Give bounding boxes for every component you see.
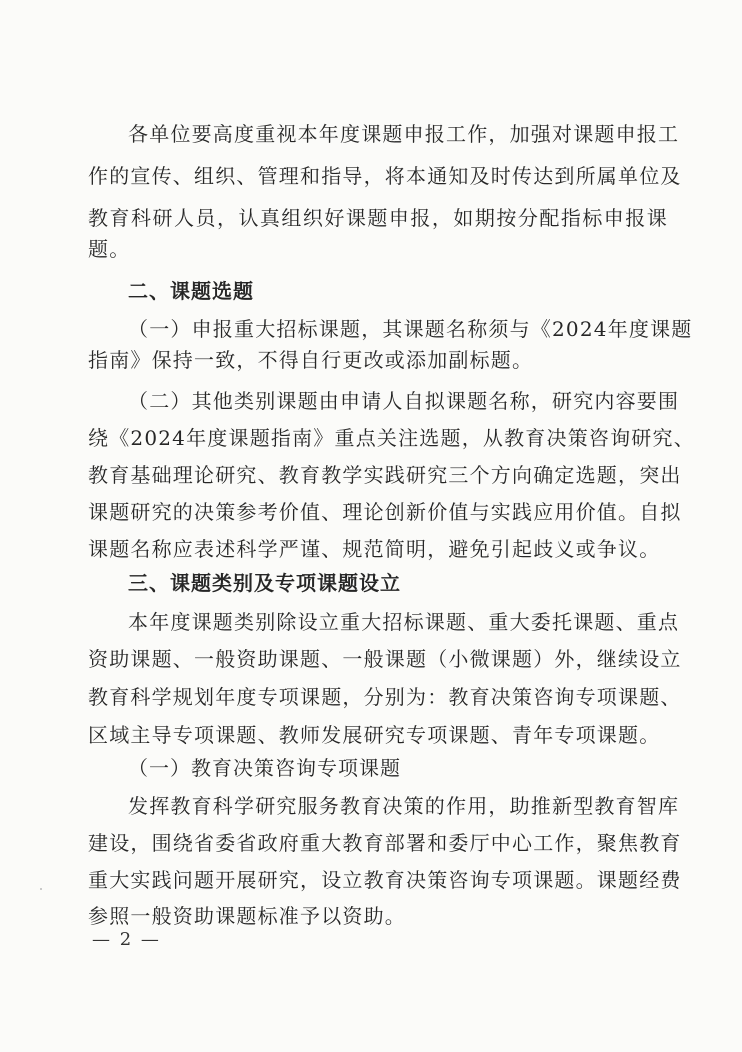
paragraph-line: 参照一般资助课题标准予以资助。: [88, 904, 406, 928]
page-number: — 2 —: [92, 929, 161, 950]
paragraph-line: 课题研究的决策参考价值、理论创新价值与实践应用价值。自拟: [88, 500, 682, 524]
paragraph-line: 资助课题、一般资助课题、一般课题（小微课题）外，继续设立: [88, 647, 682, 671]
paragraph-line: 本年度课题类别除设立重大招标课题、重大委托课题、重点: [128, 610, 680, 634]
paragraph-line: 教育基础理论研究、教育教学实践研究三个方向确定选题，突出: [88, 463, 682, 487]
scan-speck: [40, 888, 42, 890]
paragraph-line: 发挥教育科学研究服务教育决策的作用，助推新型教育智库: [128, 794, 680, 818]
paragraph-line: 课题名称应表述科学严谨、规范简明，避免引起歧义或争议。: [88, 537, 661, 561]
paragraph-line: 指南》保持一致，不得自行更改或添加副标题。: [88, 348, 534, 372]
paragraph-line: 作的宣传、组织、管理和指导，将本通知及时传达到所属单位及: [88, 164, 682, 188]
paragraph-line: 题。: [88, 237, 131, 261]
paragraph-line: 教育科学规划年度专项课题，分别为：教育决策咨询专项课题、: [88, 685, 682, 709]
section-heading: 三、课题类别及专项课题设立: [128, 571, 401, 595]
paragraph-line: 绕《2024年度课题指南》重点关注选题，从教育决策咨询研究、: [88, 426, 695, 450]
paragraph-line: （二）其他类别课题由申请人自拟课题名称，研究内容要围: [128, 389, 680, 413]
paragraph-line: 各单位要高度重视本年度课题申报工作，加强对课题申报工: [128, 122, 680, 146]
paragraph-line: 建设，围绕省委省政府重大教育部署和委厅中心工作，聚焦教育: [88, 831, 682, 855]
paragraph-line: 重大实践问题开展研究，设立教育决策咨询专项课题。课题经费: [88, 868, 682, 892]
section-heading: 二、课题选题: [128, 279, 254, 303]
paragraph-line: 教育科研人员，认真组织好课题申报，如期按分配指标申报课: [88, 206, 668, 230]
paragraph-line: 区域主导专项课题、教师发展研究专项课题、青年专项课题。: [88, 723, 661, 747]
subsection-heading: （一）教育决策咨询专项课题: [128, 756, 401, 780]
paragraph-line: （一）申报重大招标课题，其课题名称须与《2024年度课题: [128, 317, 693, 341]
